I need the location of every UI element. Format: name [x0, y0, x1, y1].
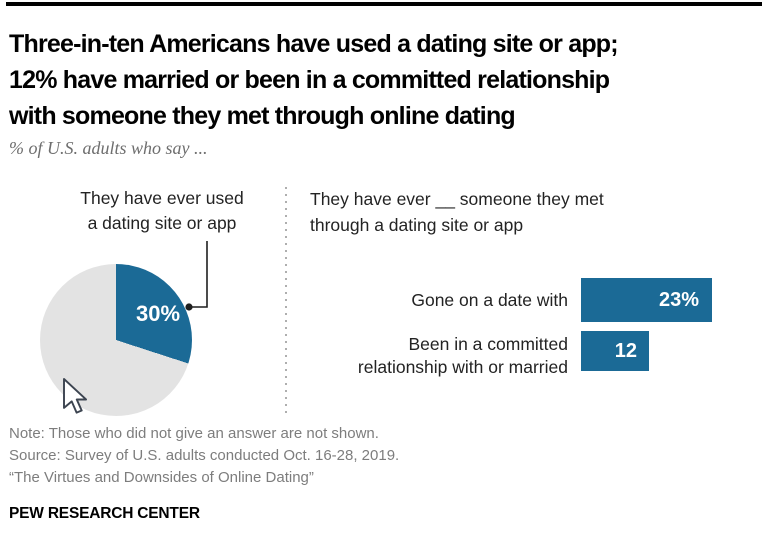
pie-label-line-1: They have ever used [80, 188, 244, 208]
top-divider-rule [6, 2, 762, 6]
bar1-label-line-1: Been in a committed [408, 334, 568, 354]
chart-subtitle: % of U.S. adults who say ... [9, 138, 208, 158]
source-line: Source: Survey of U.S. adults conducted Oct. 16-28, 2019. [9, 447, 400, 464]
bar-committed-married [581, 331, 649, 371]
footnotes [9, 423, 399, 489]
bar1-label-line-2: relationship with or married [357, 357, 568, 377]
pie-slice-value: 30% [135, 301, 181, 326]
title-line-3: with someone they met through online dating [9, 102, 515, 130]
title-line-1: Three-in-ten Americans have used a dating site or app; [9, 30, 618, 58]
bar0-label-line-1: Gone on a date with [411, 290, 568, 310]
title-line-2: 12% have married or been in a committed relationship [9, 66, 610, 94]
pie-chart-label [56, 186, 268, 236]
pew-research-center-wordmark: PEW RESEARCH CENTER [9, 505, 200, 522]
page-title [9, 26, 729, 134]
bar-gone-on-date [581, 278, 712, 322]
bars-header-line-1: They have ever __ someone they met [310, 189, 604, 209]
pie-chart [40, 264, 192, 416]
bar0-value-label: 23% [658, 289, 699, 311]
bar-category-label [328, 289, 568, 312]
bar1-value-label: 12 [614, 340, 637, 362]
bars-header-line-2: through a dating site or app [310, 215, 524, 235]
note-line: Note: Those who did not give an answer are not shown. [9, 425, 379, 442]
bar-category-label [328, 333, 568, 379]
panel-divider-dotted-line [285, 187, 287, 415]
report-title-line: “The Virtues and Downsides of Online Dating” [9, 469, 314, 486]
pie-label-line-2: a dating site or app [87, 213, 237, 233]
bar-chart-label [310, 186, 642, 238]
